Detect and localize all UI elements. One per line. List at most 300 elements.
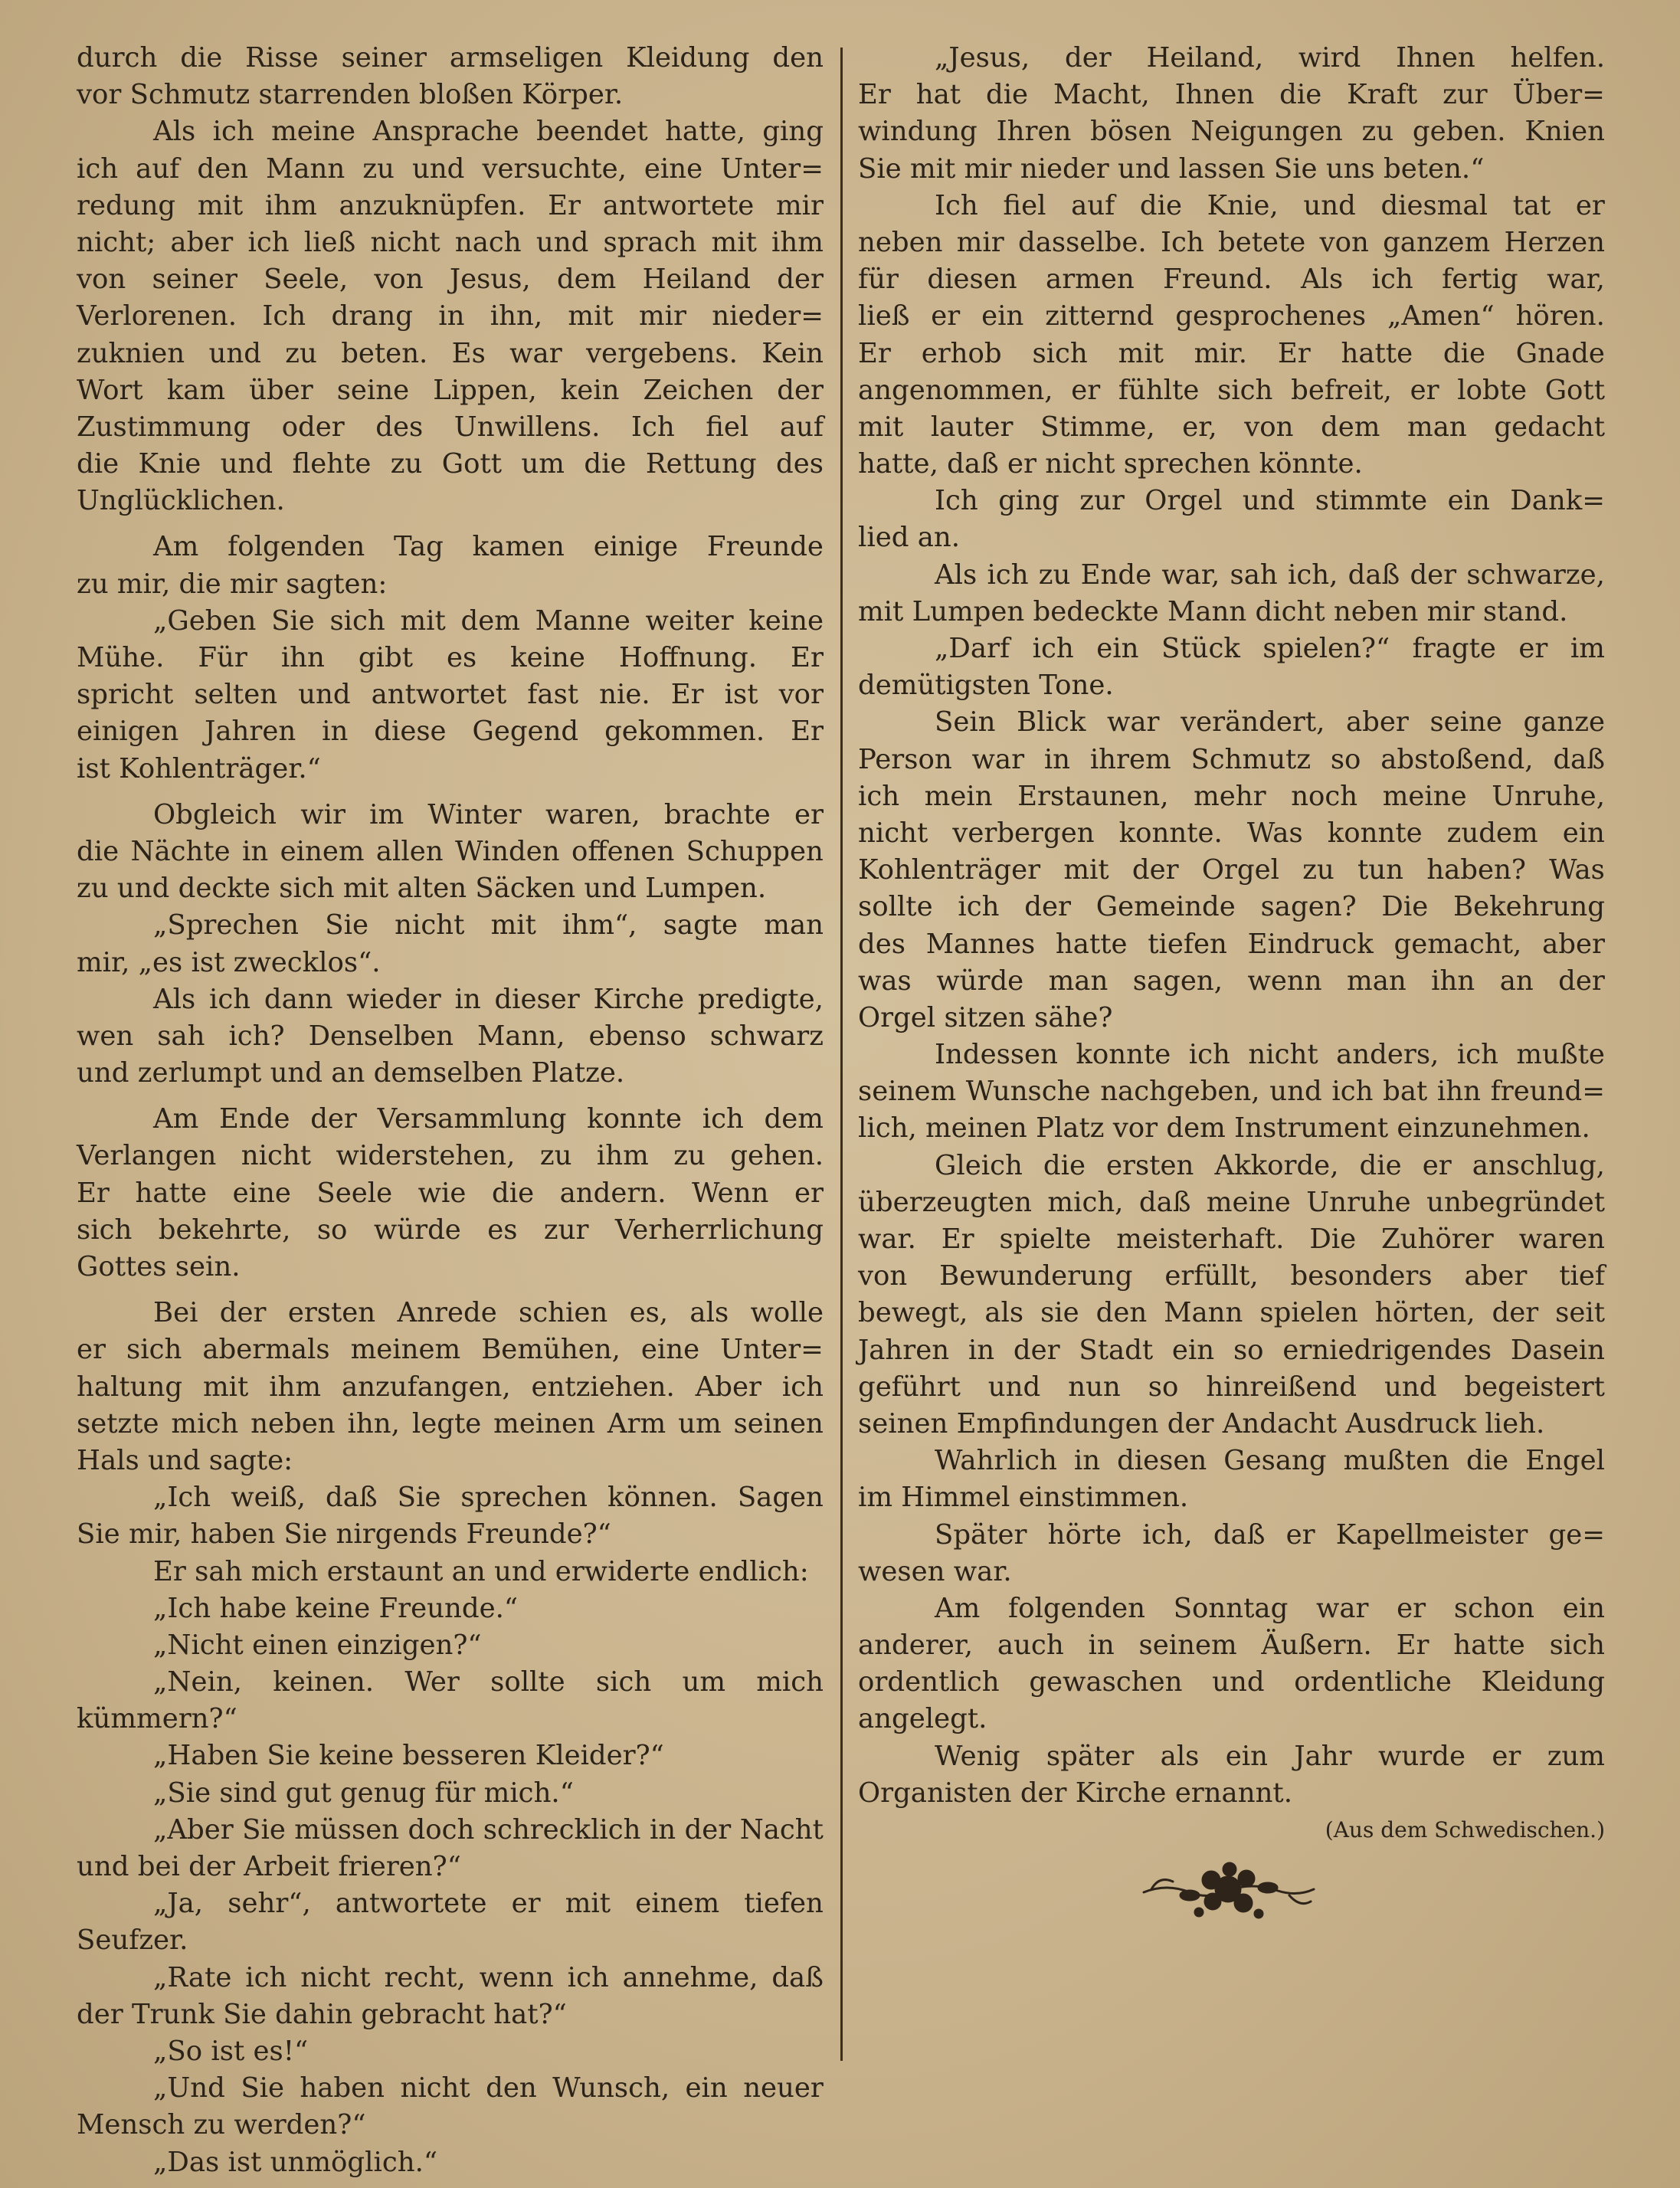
word: Jesus, [449,264,531,296]
word: im [1570,633,1605,664]
word: Gott [1544,374,1605,406]
word: nicht [858,817,928,849]
word: hat [915,79,961,111]
word: in [1088,1630,1115,1662]
word: Stimme, [1040,411,1155,443]
word: um [678,1407,722,1440]
word: ihn, [490,300,543,332]
word: Er [858,337,891,369]
line-text: „Das ist unmöglich.“ [153,2146,438,2178]
text-line [77,981,824,1018]
word: er [931,300,961,332]
word: den [1095,1297,1148,1329]
text-line [77,77,824,113]
word: daß [771,1961,824,1993]
text-line [77,336,824,372]
text-line [77,1590,824,1627]
word: mußten [1343,1445,1449,1477]
word: haben? [1426,854,1526,886]
word: mich, [1047,1186,1124,1218]
word: seinen [733,1407,824,1440]
line-text: wesen war. [858,1555,1012,1587]
word: die [584,448,627,480]
text-line [77,945,824,981]
word: „Aber [153,1813,234,1846]
line-text: Sie mit mir nieder und lassen Sie uns beten.“ [858,152,1485,185]
word: als [984,1297,1024,1329]
word: nicht; [77,226,156,258]
word: ich [781,1371,824,1403]
word: meisterhaft. [1116,1223,1285,1255]
word: sollte [858,891,933,923]
word: spielen?“ [1262,633,1390,664]
word: mit [858,411,904,443]
column-rule [840,47,843,2061]
word: zu [1302,854,1335,886]
line-text: lied an. [858,522,961,554]
word: fast [527,679,579,711]
word: zur [543,1214,589,1246]
word: der [777,264,824,296]
word: Mannes [925,928,1036,960]
text-line [77,151,824,188]
word: „Nein, [153,1666,242,1698]
word: war. [858,1223,916,1255]
word: ich [1371,264,1413,296]
text-line [77,113,824,150]
text-line [77,603,824,640]
word: Wort [77,374,143,406]
word: er [794,1177,824,1209]
line-text: Mensch zu werden?“ [77,2109,366,2141]
word: der [310,1103,357,1135]
word: der [1558,965,1605,997]
word: tief [1559,1260,1605,1292]
text-line [858,631,1605,667]
word: Ende [1080,558,1152,591]
word: zu [1361,116,1394,148]
word: vor [778,679,824,711]
word: Kraft [1347,79,1418,111]
text-line [858,1701,1605,1738]
word: angenommen, [858,374,1053,406]
word: ersten [287,1297,376,1329]
word: in [454,983,481,1015]
text-line [77,2144,824,2181]
word: fertig [1442,264,1518,296]
word: Später [935,1518,1027,1551]
word: anzuknüpfen. [339,189,526,221]
word: „Sprechen [153,909,300,942]
text-line [858,1148,1605,1184]
word: meine [1382,780,1467,812]
line-text: demütigsten Tone. [858,670,1114,702]
word: er [1518,633,1548,664]
word: die [1043,1149,1086,1181]
word: und [298,679,351,711]
word: Am [935,1592,981,1624]
line-text: kümmern?“ [77,1703,237,1735]
word: der [1131,854,1179,886]
word: wenn [479,1961,554,1993]
word: Engel [1525,1445,1605,1477]
text-line [77,529,824,565]
word: Zustimmung [77,411,251,443]
word: Zeichen [643,374,754,406]
text-line [77,1249,824,1286]
word: der [684,1813,732,1846]
text-line [858,557,1605,594]
text-line [858,1775,1605,1812]
word: von [1319,226,1369,258]
word: die [1359,1149,1402,1181]
word: war [1106,706,1160,739]
word: zu [285,337,317,369]
word: der [1410,558,1457,591]
word: Heiland [642,264,751,296]
word: bat [1383,1076,1428,1108]
word: Gnade [1515,337,1605,369]
word: nicht [1248,1039,1318,1071]
line-text: „Sie sind gut genug für mich.“ [153,1777,574,1809]
word: ich [702,1103,744,1135]
word: Winden [454,835,560,867]
word: ich [1456,1039,1498,1071]
word: Am [153,1103,199,1135]
word: mit [1063,854,1109,886]
word: Die [1309,1223,1357,1255]
word: antwortete [335,1888,487,1920]
word: den [486,2072,537,2104]
text-line [858,298,1605,335]
word: „Rate [153,1961,232,1993]
word: Sie [242,1813,286,1846]
word: Über= [1512,79,1605,111]
text-line [858,224,1605,261]
word: sprach [603,226,697,258]
word: befreit, [1291,374,1392,406]
word: war, [1161,558,1220,591]
word: Verherrlichung [614,1214,824,1246]
word: er [1575,189,1605,221]
word: nicht [241,1140,312,1172]
word: mich [171,1407,239,1440]
word: diesen [1117,1445,1207,1477]
word: Anrede [397,1297,497,1329]
text-line [858,742,1605,778]
word: hatte [135,1177,208,1209]
text-line [858,40,1605,77]
word: tiefen [1148,928,1227,960]
word: tiefen [744,1888,824,1920]
line-text: lich, meinen Platz vor dem Instrument einzunehmen. [858,1112,1590,1145]
word: folgenden [1007,1592,1146,1624]
word: drang [331,300,413,332]
word: den [197,152,248,185]
word: oder [281,411,345,443]
word: allen [375,835,444,867]
word: Macht, [1053,79,1150,111]
word: keine [748,604,824,637]
word: seiner [152,264,237,296]
text-line [77,1627,824,1664]
word: in [968,1334,995,1366]
word: ihn [280,642,325,673]
text-line [858,1258,1605,1295]
word: ich [212,116,254,148]
word: Mühe. [77,642,165,673]
word: Indessen [935,1039,1058,1071]
word: konnte [587,1103,683,1135]
word: erfüllt, [1164,1260,1259,1292]
word: wie [418,1177,467,1209]
word: Für [198,642,247,673]
word: nach [454,226,522,258]
text-line [858,667,1605,704]
right-column [858,40,1605,1849]
word: mich [756,1666,824,1698]
word: sagte [663,909,738,942]
word: brachte [663,798,771,830]
word: haltung [77,1371,183,1403]
word: Versammlung [377,1103,567,1135]
word: mit [203,1371,249,1403]
word: Erstaunen, [1017,780,1169,812]
word: der [1024,891,1071,923]
word: Lippen, [433,374,537,406]
word: sprechen [460,1482,588,1514]
text-line [77,1738,824,1774]
text-line [858,815,1605,852]
word: meinen [493,1407,595,1440]
word: Verlangen [77,1140,217,1172]
word: ein [1562,817,1605,849]
word: er [1422,1149,1452,1181]
word: und [1384,1371,1437,1403]
text-line [858,372,1605,409]
word: hörten, [1374,1297,1475,1329]
word: freund= [1490,1076,1605,1108]
word: auch [997,1630,1064,1662]
word: ich [1188,1039,1230,1071]
word: er [794,798,824,830]
word: unbegründet [1426,1186,1605,1218]
word: mit [490,909,536,942]
word: durch [77,42,158,74]
word: mit [565,1888,611,1920]
word: „Und [153,2072,225,2104]
word: war [1315,1592,1369,1624]
word: ich? [228,1020,285,1052]
word: Freunde [706,531,824,563]
word: und [987,1371,1041,1403]
text-line [77,1849,824,1885]
word: ein [1171,1334,1215,1366]
word: es [487,1214,518,1246]
text-line [858,113,1605,150]
word: predigte, [697,983,824,1015]
word: entziehen. [531,1371,675,1403]
word: Er [548,189,581,221]
text-line [77,751,824,788]
word: Freund. [1163,264,1272,296]
word: ersten [1106,1149,1194,1181]
word: in [1043,743,1071,775]
text-line [77,1812,824,1849]
word: Wahrlich [935,1445,1057,1477]
word: diese [374,716,447,748]
text-line [77,907,824,944]
word: aber [170,226,234,258]
word: dem [460,604,520,637]
word: zu [390,448,423,480]
word: ein [1447,485,1490,517]
word: so [316,1214,348,1246]
word: Aber [695,1371,761,1403]
text-line [77,372,824,409]
word: „Darf [935,633,1010,664]
word: zu [539,1140,572,1172]
line-text: Sie mir, haben Sie nirgends Freunde?“ [77,1518,611,1551]
word: einige [593,531,679,563]
text-line [77,1101,824,1138]
word: hatte [1341,337,1413,369]
text-line [77,797,824,834]
text-line [77,1055,824,1092]
word: es [446,642,477,673]
line-text: „Ich habe keine Freunde.“ [153,1592,519,1624]
word: eine [640,1334,700,1366]
word: Person [858,743,952,775]
text-line [77,1295,824,1331]
text-line [858,1479,1605,1516]
word: weiter [645,604,734,637]
word: Mann, [477,1020,565,1052]
word: Obgleich [153,798,277,830]
text-line [77,1922,824,1959]
word: mehr [1194,780,1266,812]
text-line [77,1018,824,1055]
word: die [77,835,120,867]
word: Er [1396,1630,1429,1662]
word: dem [556,264,617,296]
word: ganze [1523,706,1605,739]
word: Dasein [1510,1334,1605,1366]
text-line [858,1590,1605,1627]
line-text: im Himmel einstimmen. [858,1482,1189,1514]
word: keine [510,642,585,673]
line-text: zu mir, die mir sagten: [77,568,388,600]
word: ich [208,983,251,1015]
word: Jahr [1294,1740,1352,1772]
word: Mann [1164,1297,1243,1329]
word: in [322,716,349,748]
text-line [858,1369,1605,1406]
word: es, [629,1297,669,1329]
word: spricht [77,679,174,711]
word: nicht [400,2072,470,2104]
line-text: (Aus dem Schwedischen.) [1325,1817,1605,1842]
text-line [858,1073,1605,1110]
word: hinreißend [1206,1371,1357,1403]
word: tun [1357,854,1403,886]
word: der [777,374,824,406]
word: schwarze, [1466,558,1605,591]
line-text: „Haben Sie keine besseren Kleider?“ [153,1740,664,1772]
word: auf [136,152,180,185]
text-line [858,188,1605,224]
text-line [858,963,1605,1000]
word: und [208,337,261,369]
word: ordentlich [858,1666,1000,1698]
word: von [374,264,424,296]
word: besonders [1290,1260,1433,1292]
word: sah [157,1020,205,1052]
word: dem [764,1103,824,1135]
word: ich [1032,633,1074,664]
word: daß [1213,1518,1266,1551]
word: Arm [607,1407,666,1440]
word: antwortet [371,679,507,711]
text-line [858,1184,1605,1221]
word: anderer, [858,1630,974,1662]
text-line [77,2107,824,2144]
word: eine [644,152,703,185]
word: Er [791,642,824,673]
line-text: Orgel sitzen sähe? [858,1001,1113,1033]
word: wir [300,798,345,830]
word: mußte [1516,1039,1605,1071]
word: die [1139,189,1183,221]
word: Dank= [1510,485,1605,517]
word: von [858,1260,908,1292]
word: schwarz [709,1020,824,1052]
text-line [858,519,1605,556]
word: beten. [341,337,428,369]
word: ein [1096,633,1139,664]
word: „Jesus, [935,42,1030,74]
line-text: Er sah mich erstaunt an und erwiderte endlich: [153,1555,809,1587]
word: mir [639,300,686,332]
word: Er [858,79,891,111]
word: ging [762,116,824,148]
word: ge= [1548,1518,1605,1551]
word: Ende [219,1103,290,1135]
line-text: Unglücklichen. [77,485,285,517]
text-line [77,1701,824,1738]
word: in [1073,1445,1101,1477]
word: man [1347,965,1407,997]
word: beendet [536,116,648,148]
word: schrecklich [483,1813,641,1846]
word: fiel [706,411,749,443]
word: Wunsche [965,1076,1091,1108]
word: waren, [545,798,640,830]
word: Als [935,558,978,591]
word: zur [1079,485,1125,517]
word: Seele, [264,264,349,296]
floral-ornament-icon [1136,1852,1320,1929]
word: Gott [441,448,502,480]
word: mit [400,604,446,637]
word: um [521,448,565,480]
word: er [77,1334,106,1366]
word: hörte [1047,1518,1122,1551]
word: wen [77,1020,134,1052]
word: keinen. [273,1666,375,1698]
text-line [77,640,824,676]
word: Sagen [737,1482,824,1514]
